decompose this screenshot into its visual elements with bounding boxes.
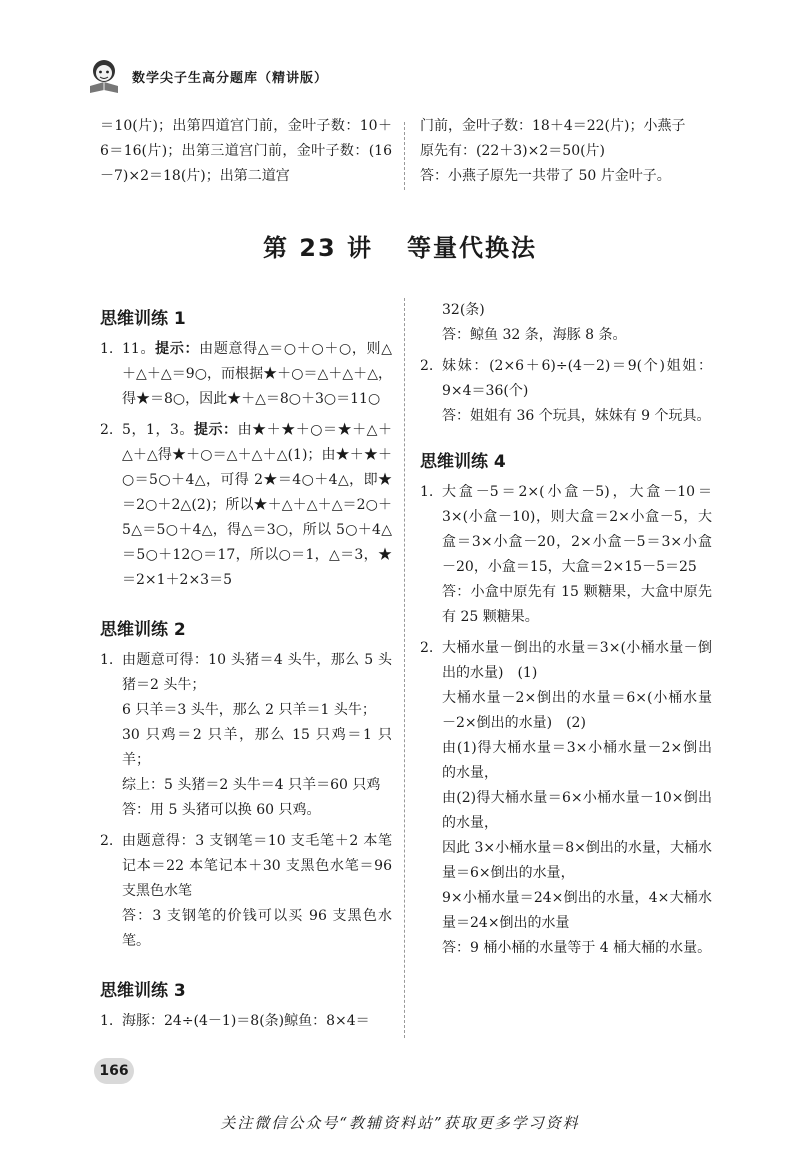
answer-item (100, 829, 392, 954)
item-number: 1. (420, 484, 434, 500)
answer-line: 由(1)得大桶水量＝3×小桶水量－2×倒出的水量， (442, 740, 712, 781)
answer-text: 由题意得△＝○＋○＋○，则△＋△＋△＝9○，而根据★＋○＝△＋△＋△，得★＝8○，因此★＋△＝8○＋3○＝11○ (122, 341, 392, 407)
answer-line: 答：姐姐有 36 个玩具，妹妹有 9 个玩具。 (442, 408, 711, 424)
answer-item-continued (420, 298, 712, 348)
answer-item (100, 1009, 392, 1034)
answer-line: 答：小盒中原先有 15 颗糖果，大盒中原先有 25 颗糖果。 (442, 584, 712, 625)
chapter-number: 第 23 讲 (262, 234, 374, 262)
answer-line: 由题意可得：10 头猪＝4 头牛，那么 5 头猪＝2 头牛； (122, 652, 392, 693)
hint-label: 提示： (155, 341, 200, 357)
column-divider-main (404, 298, 405, 1038)
answer-item (420, 480, 712, 630)
answer-item (420, 636, 712, 961)
footer-note: 关注微信公众号“教辅资料站”获取更多学习资料 (220, 1114, 580, 1132)
answer-value: 11。 (122, 341, 156, 357)
answer-item (420, 354, 712, 429)
item-number: 2. (420, 358, 434, 374)
carryover-left-text: ＝10(片)；出第四道宫门前，金叶子数：10＋6＝16(片)；出第三道宫门前，金叶子数：(16－7)×2＝18(片)；出第二道宫 (100, 118, 392, 184)
item-number: 2. (100, 422, 114, 438)
carryover-line-1: 门前，金叶子数：18＋4＝22(片)；小燕子 (420, 118, 686, 134)
answer-line: 6 只羊＝3 头牛，那么 2 只羊＝1 头牛； (122, 702, 376, 718)
answer-line: 因此 3×小桶水量＝8×倒出的水量，大桶水量＝6×倒出的水量， (442, 840, 712, 881)
right-column (420, 298, 712, 967)
section-heading-4: 思维训练 4 (420, 452, 506, 472)
answer-line: 答：3 支钢笔的价钱可以买 96 支黑色水笔。 (122, 908, 392, 949)
carryover-left (100, 114, 392, 189)
running-header (84, 56, 328, 96)
answer-line: 综上：5 头猪＝2 头牛＝4 只羊＝60 只鸡 (122, 777, 381, 793)
answer-item (100, 337, 392, 412)
column-divider-top (404, 122, 405, 190)
carryover-right (420, 114, 712, 189)
answer-value: 5，1，3。 (122, 422, 194, 438)
answer-item (100, 648, 392, 823)
carryover-line-3: 答：小燕子原先一共带了 50 片金叶子。 (420, 168, 671, 184)
hint-label: 提示： (193, 422, 238, 438)
page-number: 166 (94, 1058, 134, 1084)
book-title: 数学尖子生高分题库（精讲版） (132, 70, 329, 86)
item-number: 1. (100, 1013, 114, 1029)
section-heading-1: 思维训练 1 (100, 309, 186, 329)
answer-line: 由(2)得大桶水量＝6×小桶水量－10×倒出的水量， (442, 790, 712, 831)
answer-line: 32(条) (442, 302, 485, 318)
answer-line: 大盒－5＝2×(小盒－5)，大盒－10＝3×(小盒－10)，则大盒＝2×小盒－5，大盒＝3×小盒－20，2×小盒－5＝3×小盒－20，小盒＝15，大盒＝2×15－5＝25 (442, 484, 712, 575)
answer-text: 由★＋★＋○＝★＋△＋△＋△得★＋○＝△＋△＋△(1)；由★＋★＋○＝5○＋4△，可得 2★＝4○＋4△，即★＝2○＋2△(2)；所以★＋△＋△＋△＝2○＋5△＝5○＋4△，得△＝3○，所以 5○＋4△＝5○＋12○＝17，所以○＝1，△＝3，★＝2×1＋2×3＝5 (122, 422, 392, 588)
item-number: 1. (100, 652, 114, 668)
chapter-title (0, 228, 800, 263)
carryover-line-2: 原先有：(22＋3)×2＝50(片) (420, 143, 606, 159)
answer-line: 大桶水量－2×倒出的水量＝6×(小桶水量－2×倒出的水量) (2) (442, 690, 712, 731)
chapter-name: 等量代换法 (407, 234, 538, 262)
answer-line: 答：9 桶小桶的水量等于 4 桶大桶的水量。 (442, 940, 712, 956)
answer-line: 答：用 5 头猪可以换 60 只鸡。 (122, 802, 321, 818)
section-heading-2: 思维训练 2 (100, 620, 186, 640)
left-column (100, 304, 392, 1040)
item-number: 2. (420, 640, 434, 656)
answer-line: 30 只鸡＝2 只羊，那么 15 只鸡＝1 只羊； (122, 727, 392, 768)
item-number: 1. (100, 341, 114, 357)
answer-line: 9×小桶水量＝24×倒出的水量，4×大桶水量＝24×倒出的水量 (442, 890, 712, 931)
answer-line: 答：鲸鱼 32 条，海豚 8 条。 (442, 327, 627, 343)
answer-line: 大桶水量－倒出的水量＝3×(小桶水量－倒出的水量) (1) (442, 640, 712, 681)
answer-line: 由题意得：3 支钢笔＝10 支毛笔＋2 本笔记本＝22 本笔记本＋30 支黑色水笔＝96 支黑色水笔 (122, 833, 392, 899)
answer-line: 妹妹：(2×6＋6)÷(4－2)＝9(个)姐姐：9×4＝36(个) (442, 358, 712, 399)
student-reading-icon (84, 56, 124, 96)
answer-item (100, 418, 392, 593)
answer-line: 海豚：24÷(4－1)＝8(条)鲸鱼：8×4＝ (122, 1013, 370, 1029)
item-number: 2. (100, 833, 114, 849)
section-heading-3: 思维训练 3 (100, 981, 186, 1001)
